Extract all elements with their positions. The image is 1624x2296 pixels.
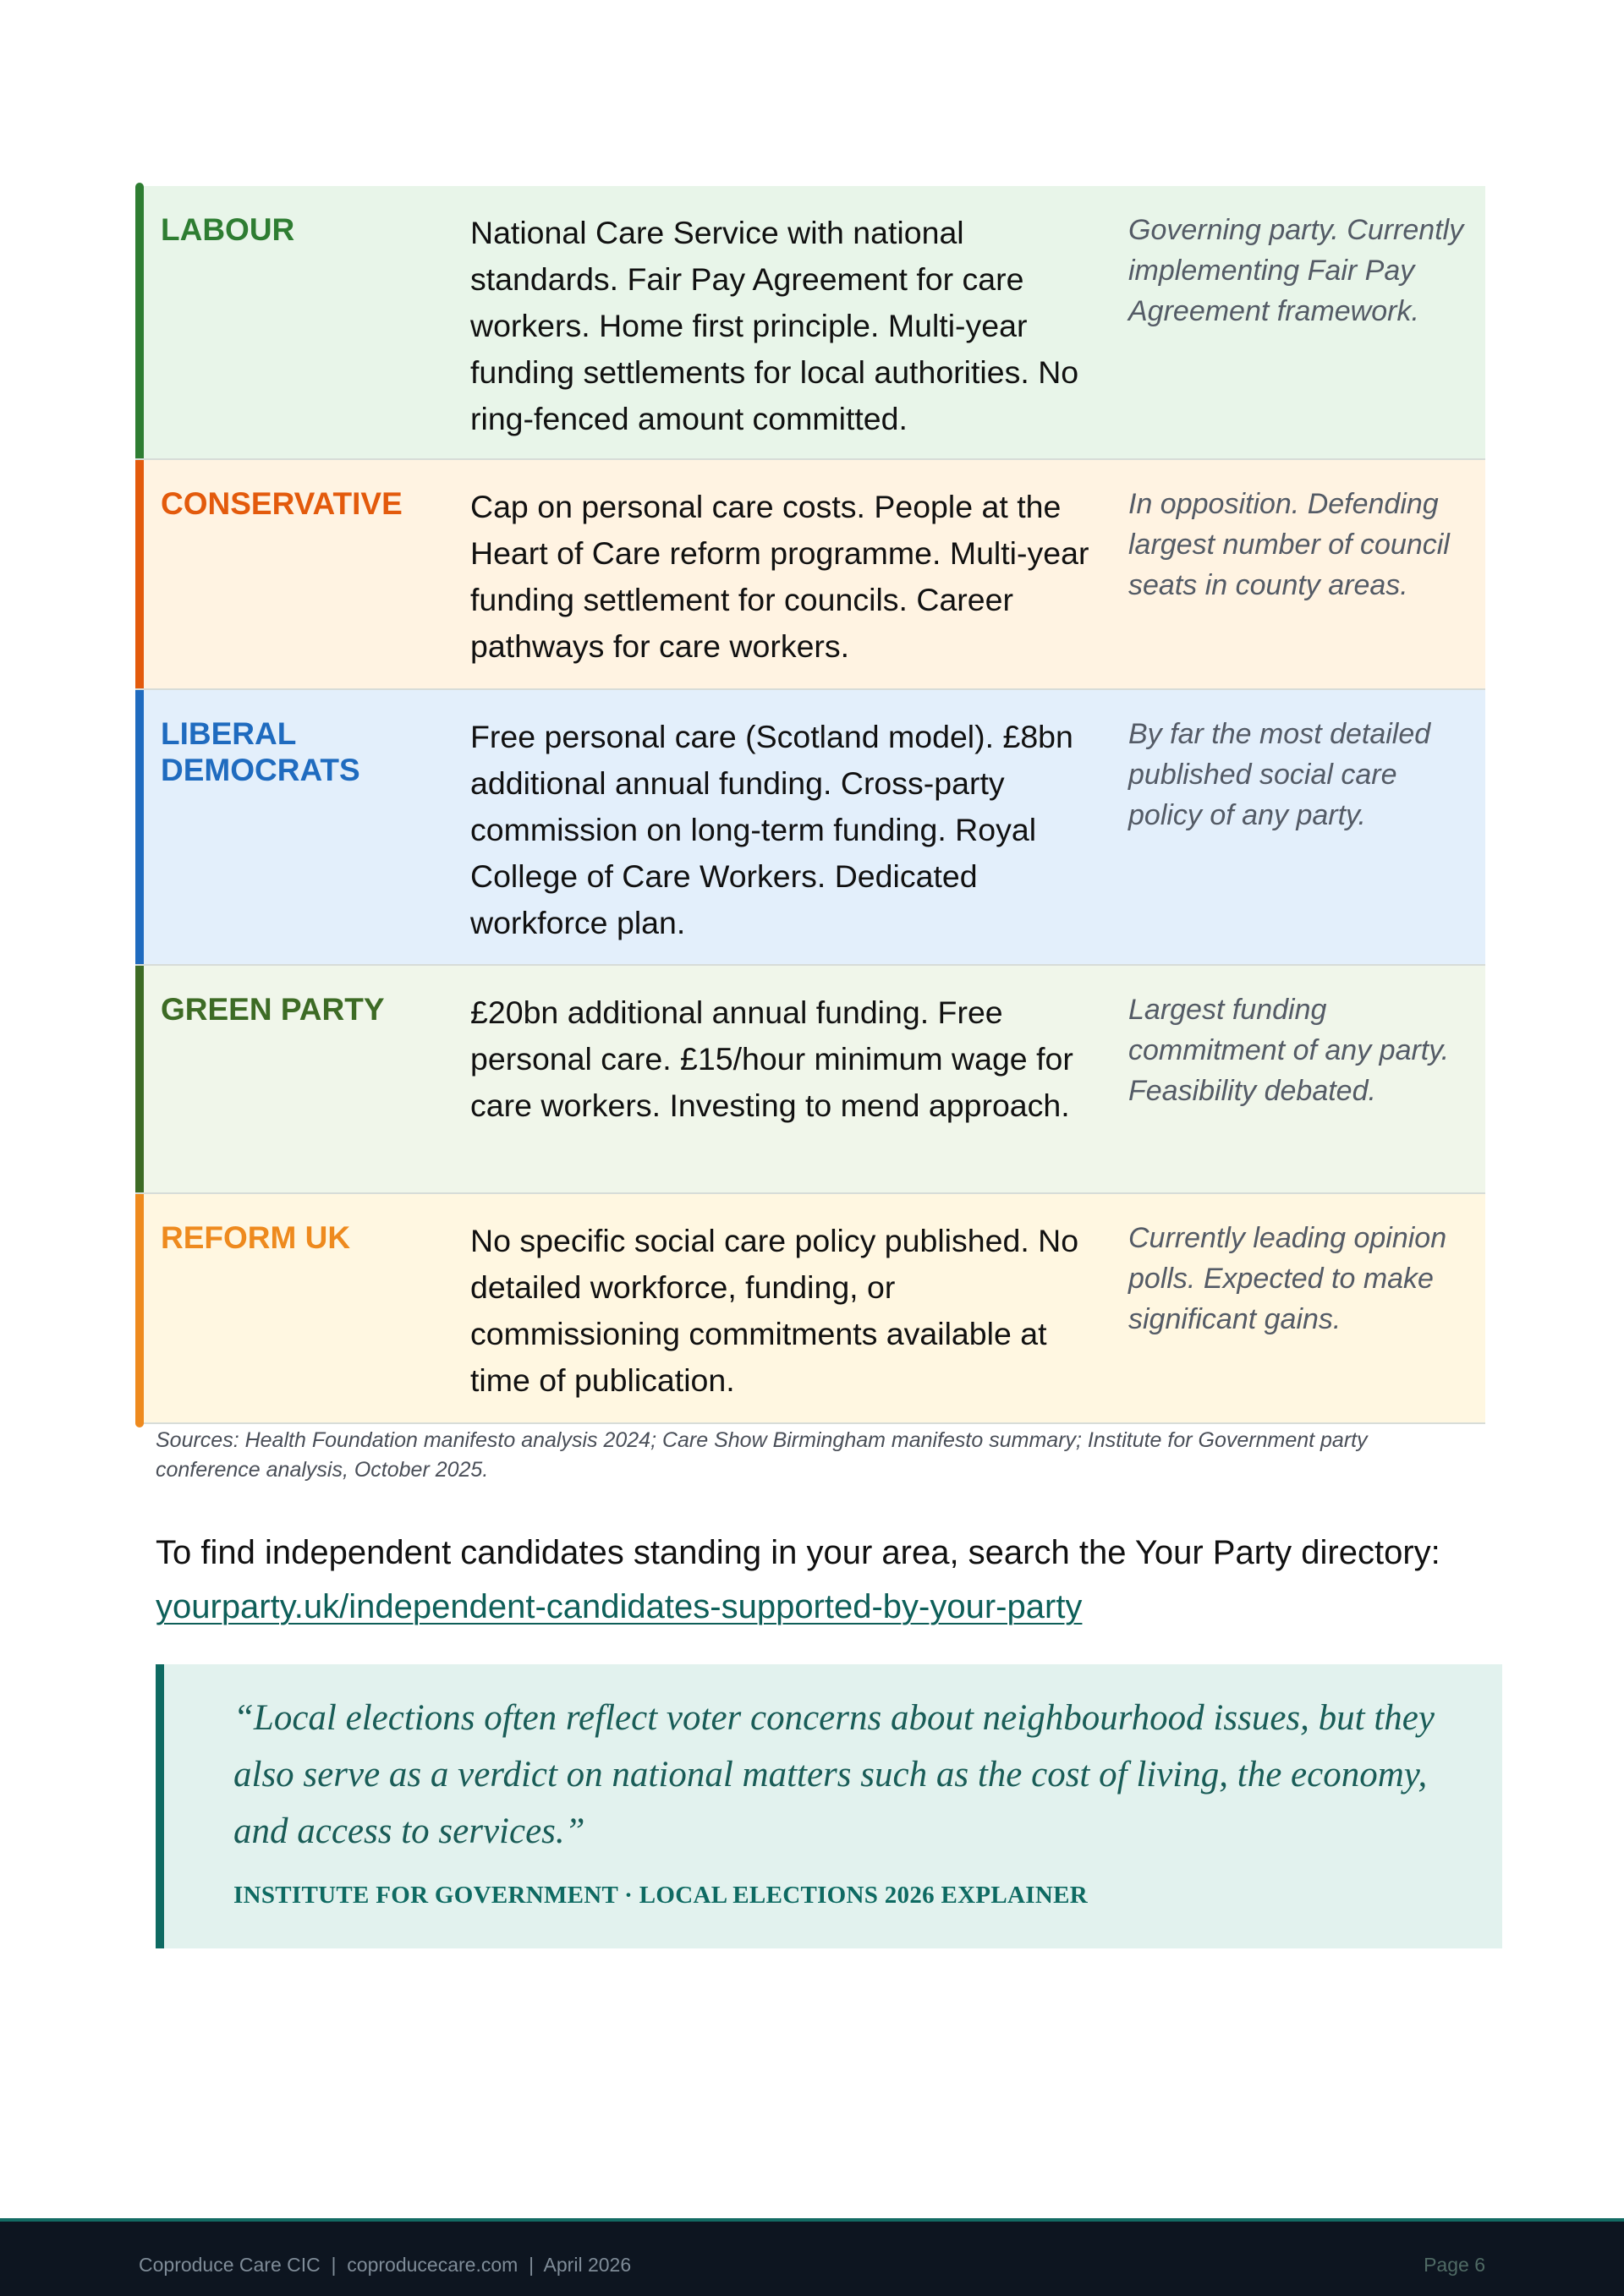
party-name: REFORM UK <box>161 1220 351 1255</box>
party-policy: Cap on personal care costs. People at the Heart of Care reform programme. Multi-year funding settlement for councils. Career pathways for care workers. <box>470 489 1089 664</box>
party-note: By far the most detailed published social care policy of any party. <box>1128 718 1431 831</box>
party-row-reform <box>135 1194 1485 1424</box>
party-color-bar <box>135 966 144 1192</box>
party-row-green <box>135 966 1485 1194</box>
party-name: LABOUR <box>161 212 295 247</box>
party-row-labour <box>135 186 1485 460</box>
quote-source: INSTITUTE FOR GOVERNMENT · LOCAL ELECTIONS 2026 EXPLAINER <box>233 1882 1089 1909</box>
pull-quote <box>156 1664 1502 1948</box>
party-name: CONSERVATIVE <box>161 486 403 521</box>
party-color-bar <box>135 183 144 458</box>
find-candidates <box>156 1526 1594 1634</box>
party-color-bar <box>135 690 144 964</box>
party-color-bar <box>135 460 144 688</box>
party-note: Currently leading opinion polls. Expected to make significant gains. <box>1128 1222 1447 1335</box>
party-row-libdem <box>135 690 1485 966</box>
find-candidates-text: To find independent candidates standing in your area, search the Your Party directory: <box>156 1534 1440 1571</box>
party-policy: National Care Service with national standards. Fair Pay Agreement for care workers. Home first principle. Multi-year funding settlements for local authorities. No ring-fenced amount committed. <box>470 215 1079 436</box>
sources-note: Sources: Health Foundation manifesto analysis 2024; Care Show Birmingham manifesto summary; Institute for Government party conference analysis, October 2025. <box>156 1428 1368 1482</box>
party-color-bar <box>135 1194 144 1427</box>
party-policy: No specific social care policy published. No detailed workforce, funding, or commissioning commitments available at time of publication. <box>470 1223 1079 1398</box>
page-number: Page 6 <box>1424 2254 1485 2276</box>
party-note: Largest funding commitment of any party. Feasibility debated. <box>1128 994 1450 1107</box>
party-policy: Free personal care (Scotland model). £8bn additional annual funding. Cross-party commission on long-term funding. Royal College of Care Workers. Dedicated workforce plan. <box>470 719 1073 940</box>
party-policy-table <box>135 186 1485 1424</box>
party-name: GREEN PARTY <box>161 992 385 1027</box>
party-name: LIBERAL DEMOCRATS <box>161 716 360 787</box>
directory-link[interactable]: yourparty.uk/independent-candidates-supported-by-your-party <box>156 1588 1083 1625</box>
party-note: In opposition. Defending largest number of council seats in county areas. <box>1128 488 1450 601</box>
footer-info: Coproduce Care CIC | coproducecare.com | April 2026 <box>139 2254 632 2276</box>
party-policy: £20bn additional annual funding. Free personal care. £15/hour minimum wage for care workers. Investing to mend approach. <box>470 995 1073 1123</box>
party-row-conservative <box>135 460 1485 690</box>
page-footer <box>0 2218 1624 2296</box>
party-note: Governing party. Currently implementing Fair Pay Agreement framework. <box>1128 214 1464 327</box>
quote-text: “Local elections often reflect voter concerns about neighbourhood issues, but they also serve as a verdict on national matters such as the cost of living, the economy, and access to services.” <box>233 1698 1435 1851</box>
